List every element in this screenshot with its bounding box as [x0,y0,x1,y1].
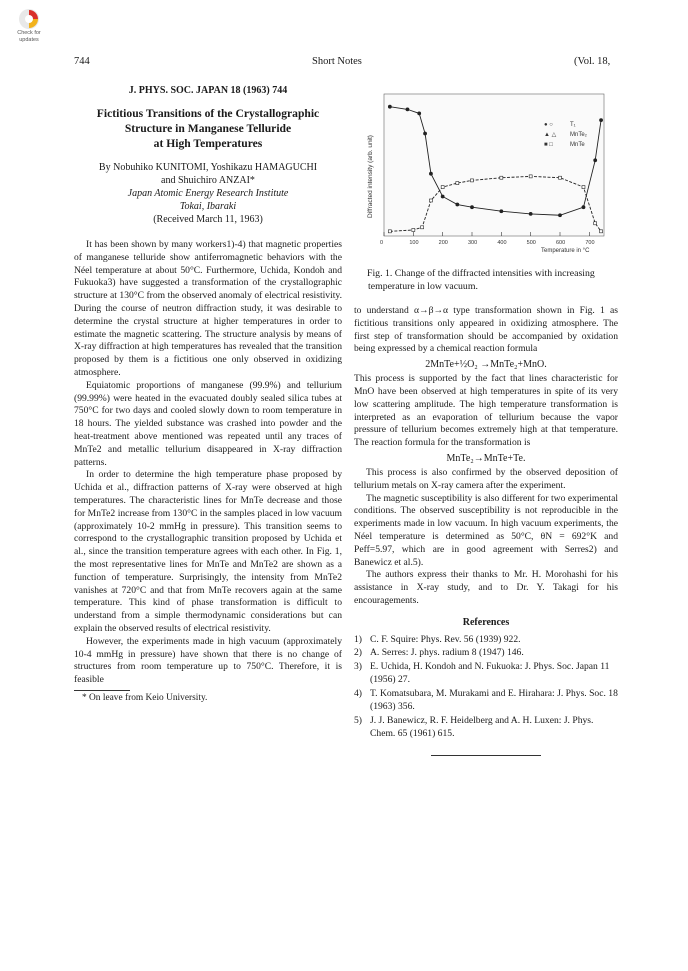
badge-line2: updates [19,37,39,43]
x-tick-label: 400 [497,240,507,246]
data-point [594,159,597,162]
data-point [500,176,503,179]
legend-marker-t1: ● ○ [544,122,553,128]
reference-item: 4) T. Komatsubara, M. Murakami and E. Hirahara: J. Phys. Soc. 18 (1963) 356. [354,687,618,713]
x-tick-label: 100 [409,240,419,246]
affiliation-line1: Japan Atomic Energy Research Institute [127,188,289,199]
body-paragraph: In order to determine the high temperature phase proposed by Uchida et al., diffraction patterns of X-ray were observed at high temperatures. The characteristic lines for MnTe decrease and those for MnTe2 increase from 130°C in the samples placed in low vacuum (approximately 10-2 mmHg in pressure). This transition seems to correspond to the crystallographic transition proposed by Uchida et al., since the transition temperature agrees with each other. In Fig. 1, the most representative lines for MnTe and MnTe2 are shown as a function of temperature. Surprisingly, the intensity from MnTe2 vanishes at 720°C and that from MnTe recovers again at the same temperature. This kind of phase transformation is difficult to understand from a simple thermodynamic considerations but can explain the observed results of electrical resistivity. [74,469,342,634]
footnote: * On leave from Keio University. [82,692,208,703]
legend-label-mnte: MnTe [570,142,585,148]
data-point [406,108,409,111]
check-for-updates-badge[interactable] [13,8,45,52]
reference-item: 3) E. Uchida, H. Kondoh and N. Fukuoka: J. Phys. Soc. Japan 11 (1956) 27. [354,660,610,686]
data-point [529,175,532,178]
body-paragraph: This process is also confirmed by the observed deposition of tellurium metals on X-ray camera after the experiment. [354,466,618,491]
x-tick-label: 700 [585,240,595,246]
authors-line2: and Shuichiro ANZAI* [161,175,255,186]
data-point [599,119,602,122]
figure-caption: Fig. 1. Change of the diffracted intensities with increasing temperature in low vacuum. [367,268,595,292]
data-point [582,206,585,209]
article-title-line3: at High Temperatures [153,137,263,150]
data-point [500,210,503,213]
equation-2: MnTe₂→MnTe+Te. [446,452,526,464]
figure-xlabel: Temperature in °C [541,248,590,254]
body-paragraph: to understand α→β→α type transformation shown in Fig. 1 as fictitious transitions only appeared in oxidizing atmosphere. The first step of transformation should be accompanied by oxidation being expressed by a chemical reaction formula [354,305,618,355]
data-point [388,230,391,233]
article-title-line2: Structure in Manganese Telluride [124,122,292,135]
reference-list [354,633,618,741]
data-point [529,212,532,215]
data-point [429,172,432,175]
data-point [429,199,432,202]
data-point [594,222,597,225]
received-date: (Received March 11, 1963) [153,214,263,225]
body-paragraph: This process is supported by the fact that lines characteristic for MnO have been observed at high temperatures in spite of its very low scattering amplitude. The high temperature transformation is interpreted as an evaporation of tellurium because the vapor pressure of tellurium becomes extremely high at that temperature. The reaction formula for the transformation is [354,373,618,449]
data-point [558,214,561,217]
footnote-rule [74,690,130,691]
x-tick-label: 600 [556,240,566,246]
authors-line1: By Nobuhiko KUNITOMI, Yoshikazu HAMAGUCHI [98,162,318,173]
x-tick-label: 500 [526,240,536,246]
figure-chart [356,86,618,256]
figure-ylabel: Diffracted intensity (arb. unit) [367,135,374,218]
badge-line1: Check for [17,30,41,36]
check-for-updates-icon [18,8,40,30]
left-column [74,84,342,703]
data-point [412,228,415,231]
body-paragraph: The authors express their thanks to Mr. H. Morohashi for his assistance in X-ray study, and to Dr. Y. Takagi for his encouragements. [354,569,618,606]
body-paragraph: It has been shown by many workers1)-4) that magnetic properties of manganese telluride show antiferromagnetic behaviors with the Néel temperature at about 50°C. Furthermore, Uchida, Kondoh and Fukuoka3) have suggested a transformation of the crystallographic structure at 130°C from the observed anomaly of electrical resistivity. During the course of neutron diffraction study, it was desirable to determine the crystal structure at higher temperatures in order to estimate the magnetic scattering. The structure analysis by means of X-ray diffraction at high temperatures has revealed that the transition proposed by them is a fictitious one only observed in oxidizing atmosphere. [74,239,342,378]
data-point [441,186,444,189]
data-point [456,203,459,206]
data-point [456,182,459,185]
citation: J. PHYS. SOC. JAPAN 18 (1963) 744 [128,85,288,96]
data-point [418,112,421,115]
data-point [423,132,426,135]
running-head: Short Notes [312,56,362,67]
reference-item: 1) C. F. Squire: Phys. Rev. 56 (1939) 922. [354,633,521,645]
article-title-line1: Fictitious Transitions of the Crystallographic [96,107,320,120]
x-tick-label: 0 [380,240,384,246]
data-point [559,176,562,179]
data-point [388,105,391,108]
data-point [471,179,474,182]
volume-label: (Vol. 18, [574,56,611,67]
data-point [600,230,603,233]
end-rule [431,755,541,756]
x-tick-label: 300 [468,240,478,246]
right-column [354,267,618,756]
data-point [441,195,444,198]
references-heading: References [462,616,510,628]
x-tick-label: 200 [438,240,448,246]
affiliation-line2: Tokai, Ibaraki [179,201,237,212]
body-paragraph: The magnetic susceptibility is also different for two experimental conditions. The observed susceptibility is not reproducible in the experiments made in low vacuum. In high vacuum experiments, the Néel temperature is determined as 50°C, θN = 692°K and Peff=5.97, which are in good agreement with Serres2) and Banewicz et al.5). [354,492,618,568]
legend-label-mnte2: MnTe₂ [570,132,588,138]
equation-1: 2MnTe+½O₂ →MnTe₂+MnO. [425,359,547,371]
reference-item: 2) A. Serres: J. phys. radium 8 (1947) 146. [354,647,524,659]
reference-item: 5) J. J. Banewicz, R. F. Heidelberg and A. H. Luxen: J. Phys. Chem. 65 (1961) 615. [354,714,594,740]
data-point [582,186,585,189]
data-point [421,226,424,229]
legend-marker-mnte2: ▲ △ [544,132,557,138]
page-number: 744 [74,56,90,67]
figure-1 [356,86,618,256]
body-paragraph: Equiatomic proportions of manganese (99.9%) and tellurium (99.99%) were heated in the evacuated doubly sealed silica tubes at 750°C for two days and cooled slowly down to room temperature in 18 hours. The yielded substance was crashed into powder and the heat-treatment above mentioned was repeated until any traces of MnTe2 and metallic tellurium disappeared in X-ray diffraction patterns. [74,379,342,468]
legend-label-t1: T₁ [570,122,576,128]
body-paragraph: However, the experiments made in high vacuum (approximately 10-4 mmHg in pressure) have shown that there is no change of structures from room temperature up to 750°C. Therefore, it is feasible [74,635,342,686]
legend-marker-mnte: ■ □ [544,142,553,148]
data-point [470,206,473,209]
